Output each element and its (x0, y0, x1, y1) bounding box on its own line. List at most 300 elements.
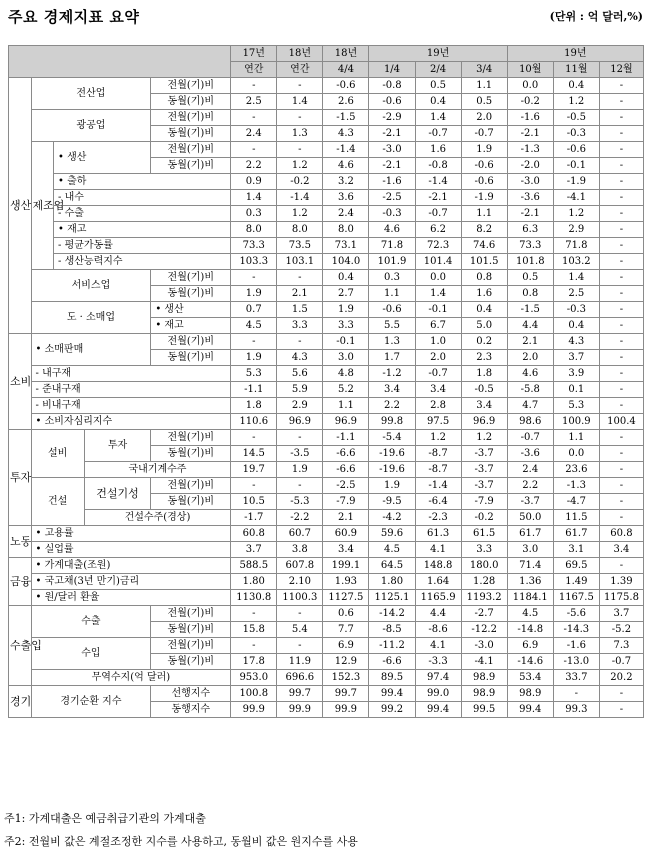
sub-label: 전월(기)비 (151, 430, 231, 446)
value-cell: 2.9 (277, 398, 323, 414)
value-cell: 99.4 (369, 686, 415, 702)
value-cell: 3.6 (323, 190, 369, 206)
value-cell: - (599, 702, 643, 718)
value-cell: 3.1 (553, 542, 599, 558)
value-cell: - (599, 110, 643, 126)
group-finance: 금융 (9, 558, 32, 606)
sub-label: 전월(기)비 (151, 334, 231, 350)
value-cell: -0.3 (553, 126, 599, 142)
value-cell: -1.2 (369, 366, 415, 382)
value-cell: 3.4 (599, 542, 643, 558)
row-label: 수입 (31, 638, 151, 670)
value-cell: 61.7 (553, 526, 599, 542)
row-label: 건설 (31, 478, 84, 526)
value-cell: 4.5 (369, 542, 415, 558)
value-cell: 2.4 (323, 206, 369, 222)
table-row (9, 542, 644, 558)
value-cell: 100.4 (599, 414, 643, 430)
value-cell: 3.9 (553, 366, 599, 382)
value-cell: 1175.8 (599, 590, 643, 606)
value-cell: 1.80 (369, 574, 415, 590)
value-cell: 3.0 (507, 542, 553, 558)
value-cell: -3.7 (461, 446, 507, 462)
value-cell: -1.6 (553, 638, 599, 654)
value-cell: 0.3 (369, 270, 415, 286)
table-row (9, 462, 644, 478)
value-cell: -1.6 (507, 110, 553, 126)
value-cell: -8.5 (369, 622, 415, 638)
value-cell: -4.1 (553, 190, 599, 206)
value-cell: -0.3 (369, 206, 415, 222)
value-cell: -8.6 (415, 622, 461, 638)
value-cell: -2.1 (369, 158, 415, 174)
value-cell: 0.5 (461, 94, 507, 110)
note-1: 주1: 가계대출은 예금취급기관의 가계대출 (4, 812, 206, 825)
value-cell: 1100.3 (277, 590, 323, 606)
value-cell: 2.0 (461, 110, 507, 126)
value-cell: - (277, 334, 323, 350)
row-label: 전산업 (31, 78, 151, 110)
header-period: 10월 (507, 62, 553, 78)
value-cell: - (231, 110, 277, 126)
value-cell: -0.1 (553, 158, 599, 174)
value-cell: 4.6 (507, 366, 553, 382)
value-cell: 1.4 (415, 286, 461, 302)
value-cell: 4.6 (323, 158, 369, 174)
value-cell: -0.7 (415, 366, 461, 382)
value-cell: 101.5 (461, 254, 507, 270)
value-cell: - (599, 254, 643, 270)
value-cell: -2.5 (323, 478, 369, 494)
header-period: 연간 (231, 62, 277, 78)
value-cell: 104.0 (323, 254, 369, 270)
value-cell: 0.5 (415, 78, 461, 94)
table-row (9, 590, 644, 606)
value-cell: -4.1 (461, 654, 507, 670)
value-cell: 0.0 (553, 446, 599, 462)
value-cell: 5.5 (369, 318, 415, 334)
value-cell: -0.5 (553, 110, 599, 126)
value-cell: 99.5 (461, 702, 507, 718)
value-cell: 4.4 (507, 318, 553, 334)
value-cell: - (277, 638, 323, 654)
value-cell: 1.4 (277, 94, 323, 110)
value-cell: 3.7 (599, 606, 643, 622)
row-label: 설비 (31, 430, 84, 478)
value-cell: - (599, 270, 643, 286)
value-cell: 100.9 (553, 414, 599, 430)
row-label: • 가계대출(조원) (31, 558, 231, 574)
value-cell: 1.80 (231, 574, 277, 590)
value-cell: 64.5 (369, 558, 415, 574)
value-cell: 99.4 (415, 702, 461, 718)
value-cell: - (231, 606, 277, 622)
header-year: 18년 (277, 46, 323, 62)
value-cell: 4.5 (231, 318, 277, 334)
table-row (9, 142, 644, 158)
row-label: • 재고 (54, 222, 231, 238)
value-cell: 1130.8 (231, 590, 277, 606)
value-cell: 60.8 (231, 526, 277, 542)
value-cell: 1.1 (369, 286, 415, 302)
value-cell: 4.6 (369, 222, 415, 238)
value-cell: 15.8 (231, 622, 277, 638)
value-cell: 1125.1 (369, 590, 415, 606)
value-cell: - (599, 350, 643, 366)
value-cell: -0.6 (369, 94, 415, 110)
value-cell: -1.4 (323, 142, 369, 158)
header-period: 12월 (599, 62, 643, 78)
value-cell: - (599, 318, 643, 334)
value-cell: 2.0 (507, 350, 553, 366)
header-period: 2/4 (415, 62, 461, 78)
table-row (9, 526, 644, 542)
value-cell: - (277, 78, 323, 94)
value-cell: -5.8 (507, 382, 553, 398)
value-cell: 1.93 (323, 574, 369, 590)
header-period: 11월 (553, 62, 599, 78)
value-cell: -7.9 (323, 494, 369, 510)
indicator-table (8, 45, 644, 718)
group-trade: 수출입 (9, 606, 32, 686)
value-cell: 1.4 (553, 270, 599, 286)
value-cell: 97.4 (415, 670, 461, 686)
sub-label: 전월(기)비 (151, 638, 231, 654)
value-cell: 60.9 (323, 526, 369, 542)
value-cell: 2.4 (507, 462, 553, 478)
value-cell: 3.4 (415, 382, 461, 398)
header-period: 연간 (277, 62, 323, 78)
value-cell: 2.1 (277, 286, 323, 302)
sub-label: 동월(기)비 (151, 350, 231, 366)
value-cell: -2.1 (415, 190, 461, 206)
table-row (9, 686, 644, 702)
value-cell: -1.7 (231, 510, 277, 526)
value-cell: - (277, 430, 323, 446)
value-cell: -0.7 (461, 126, 507, 142)
value-cell: 5.0 (461, 318, 507, 334)
value-cell: - (599, 158, 643, 174)
value-cell: 1.39 (599, 574, 643, 590)
value-cell: -1.4 (415, 174, 461, 190)
table-row (9, 270, 644, 286)
group-manufacturing: 제조업 (31, 142, 54, 270)
value-cell: - (599, 382, 643, 398)
unit-label: (단위 : 억 달러,%) (549, 10, 643, 23)
value-cell: -1.9 (553, 174, 599, 190)
value-cell: 5.9 (277, 382, 323, 398)
value-cell: -0.7 (507, 430, 553, 446)
value-cell: -1.3 (507, 142, 553, 158)
value-cell: -0.1 (415, 302, 461, 318)
table-row (9, 190, 644, 206)
value-cell: -3.5 (277, 446, 323, 462)
value-cell: 1.64 (415, 574, 461, 590)
value-cell: - (231, 142, 277, 158)
value-cell: -6.4 (415, 494, 461, 510)
row-label: • 고용률 (31, 526, 231, 542)
value-cell: 0.6 (323, 606, 369, 622)
value-cell: 696.6 (277, 670, 323, 686)
value-cell: 2.3 (461, 350, 507, 366)
value-cell: 1127.5 (323, 590, 369, 606)
value-cell: 2.2 (369, 398, 415, 414)
value-cell: -11.2 (369, 638, 415, 654)
value-cell: - (599, 206, 643, 222)
value-cell: 14.5 (231, 446, 277, 462)
value-cell: -3.0 (369, 142, 415, 158)
sub-label: 전월(기)비 (151, 270, 231, 286)
header-period: 4/4 (323, 62, 369, 78)
value-cell: 2.9 (553, 222, 599, 238)
value-cell: -0.8 (415, 158, 461, 174)
value-cell: -0.2 (507, 94, 553, 110)
table-row (9, 414, 644, 430)
value-cell: 101.8 (507, 254, 553, 270)
value-cell: 2.0 (415, 350, 461, 366)
value-cell: - (599, 430, 643, 446)
value-cell: -1.3 (553, 478, 599, 494)
sub-label: 전월(기)비 (151, 478, 231, 494)
table-row (9, 638, 644, 654)
row-label: 건설기성 (84, 478, 151, 510)
value-cell: -0.6 (461, 158, 507, 174)
table-row (9, 78, 644, 94)
row-label: 투자 (84, 430, 151, 462)
group-production: 생산 (9, 78, 32, 334)
value-cell: 74.6 (461, 238, 507, 254)
value-cell: - (599, 222, 643, 238)
value-cell: 61.5 (461, 526, 507, 542)
row-label: - 평균가동률 (54, 238, 231, 254)
row-label: - 준내구재 (31, 382, 231, 398)
value-cell: -6.6 (323, 446, 369, 462)
value-cell: 1.3 (277, 126, 323, 142)
value-cell: - (277, 142, 323, 158)
value-cell: 99.0 (415, 686, 461, 702)
value-cell: 99.7 (323, 686, 369, 702)
value-cell: 4.3 (323, 126, 369, 142)
value-cell: -14.3 (553, 622, 599, 638)
value-cell: - (599, 558, 643, 574)
value-cell: 8.0 (323, 222, 369, 238)
value-cell: 148.8 (415, 558, 461, 574)
value-cell: 8.0 (277, 222, 323, 238)
group-consumption: 소비 (9, 334, 32, 430)
value-cell: -6.6 (369, 654, 415, 670)
table-row (9, 254, 644, 270)
value-cell: 100.8 (231, 686, 277, 702)
table-row (9, 398, 644, 414)
value-cell: - (599, 238, 643, 254)
sub-label: 동월(기)비 (151, 446, 231, 462)
value-cell: 180.0 (461, 558, 507, 574)
value-cell: - (599, 366, 643, 382)
value-cell: 2.1 (507, 334, 553, 350)
row-label: - 내수 (54, 190, 231, 206)
value-cell: 4.8 (323, 366, 369, 382)
row-label: 광공업 (31, 110, 151, 142)
value-cell: 72.3 (415, 238, 461, 254)
sub-label: 동월(기)비 (151, 286, 231, 302)
value-cell: 1.2 (415, 430, 461, 446)
table-row (9, 558, 644, 574)
value-cell: 4.1 (415, 542, 461, 558)
value-cell: 71.4 (507, 558, 553, 574)
sub-label: 동월(기)비 (151, 622, 231, 638)
row-label: 도 · 소매업 (31, 302, 151, 334)
table-row (9, 382, 644, 398)
value-cell: 2.2 (507, 478, 553, 494)
row-label: - 생산능력지수 (54, 254, 231, 270)
value-cell: 1.4 (231, 190, 277, 206)
value-cell: 61.3 (415, 526, 461, 542)
value-cell: 33.7 (553, 670, 599, 686)
value-cell: 97.5 (415, 414, 461, 430)
value-cell: - (231, 78, 277, 94)
value-cell: 99.9 (231, 702, 277, 718)
header-year: 19년 (507, 46, 643, 62)
sub-label: 선행지수 (151, 686, 231, 702)
value-cell: 4.5 (507, 606, 553, 622)
value-cell: 0.4 (461, 302, 507, 318)
value-cell: -0.6 (553, 142, 599, 158)
value-cell: -1.9 (461, 190, 507, 206)
value-cell: - (599, 286, 643, 302)
value-cell: 101.9 (369, 254, 415, 270)
value-cell: -2.3 (415, 510, 461, 526)
value-cell: -2.5 (369, 190, 415, 206)
value-cell: -1.6 (369, 174, 415, 190)
value-cell: -2.0 (507, 158, 553, 174)
row-label: 건설수주(경상) (84, 510, 230, 526)
header-period: 1/4 (369, 62, 415, 78)
value-cell: -0.7 (599, 654, 643, 670)
value-cell: 0.4 (415, 94, 461, 110)
value-cell: 1.4 (415, 110, 461, 126)
value-cell: 17.8 (231, 654, 277, 670)
value-cell: 3.3 (461, 542, 507, 558)
value-cell: 5.4 (277, 622, 323, 638)
value-cell: 99.3 (553, 702, 599, 718)
value-cell: - (599, 686, 643, 702)
value-cell: - (599, 446, 643, 462)
value-cell: 2.6 (323, 94, 369, 110)
value-cell: -8.7 (415, 462, 461, 478)
header-year: 18년 (323, 46, 369, 62)
value-cell: 0.0 (507, 78, 553, 94)
table-row (9, 574, 644, 590)
value-cell: 103.1 (277, 254, 323, 270)
value-cell: 1.0 (415, 334, 461, 350)
value-cell: 0.4 (553, 318, 599, 334)
header-year: 19년 (369, 46, 507, 62)
value-cell: 2.7 (323, 286, 369, 302)
row-label: - 내구재 (31, 366, 231, 382)
value-cell: 5.3 (231, 366, 277, 382)
value-cell: 2.2 (231, 158, 277, 174)
value-cell: -19.6 (369, 462, 415, 478)
value-cell: - (599, 174, 643, 190)
value-cell: -3.7 (461, 478, 507, 494)
value-cell: 6.3 (507, 222, 553, 238)
value-cell: 1165.9 (415, 590, 461, 606)
value-cell: 60.7 (277, 526, 323, 542)
value-cell: 1167.5 (553, 590, 599, 606)
value-cell: -0.3 (553, 302, 599, 318)
value-cell: -3.3 (415, 654, 461, 670)
table-row (9, 606, 644, 622)
note-2: 주2: 전월비 값은 계절조정한 지수를 사용하고, 동월비 값은 원지수를 사용 (4, 835, 358, 848)
value-cell: 7.3 (599, 638, 643, 654)
value-cell: - (599, 478, 643, 494)
sub-label: 동월(기)비 (151, 126, 231, 142)
value-cell: 99.8 (369, 414, 415, 430)
value-cell: - (553, 686, 599, 702)
value-cell: -3.7 (461, 462, 507, 478)
value-cell: 99.9 (277, 702, 323, 718)
row-label: • 소매판매 (31, 334, 151, 366)
value-cell: -1.1 (231, 382, 277, 398)
value-cell: 99.2 (369, 702, 415, 718)
value-cell: -4.7 (553, 494, 599, 510)
value-cell: 0.4 (553, 78, 599, 94)
value-cell: - (231, 270, 277, 286)
value-cell: 1.9 (461, 142, 507, 158)
value-cell: -14.6 (507, 654, 553, 670)
value-cell: 4.3 (277, 350, 323, 366)
value-cell: 1.5 (277, 302, 323, 318)
value-cell: - (277, 606, 323, 622)
value-cell: 1.2 (277, 206, 323, 222)
value-cell: 0.2 (461, 334, 507, 350)
value-cell: 1.2 (553, 94, 599, 110)
value-cell: 1.36 (507, 574, 553, 590)
sub-label: 동월(기)비 (151, 158, 231, 174)
value-cell: -2.9 (369, 110, 415, 126)
value-cell: -0.6 (461, 174, 507, 190)
value-cell: 2.8 (415, 398, 461, 414)
value-cell: 1.2 (553, 206, 599, 222)
value-cell: 89.5 (369, 670, 415, 686)
value-cell: 1.7 (369, 350, 415, 366)
value-cell: -0.7 (415, 206, 461, 222)
value-cell: 0.1 (553, 382, 599, 398)
value-cell: 103.3 (231, 254, 277, 270)
value-cell: 96.9 (277, 414, 323, 430)
value-cell: 4.1 (415, 638, 461, 654)
value-cell: 1.1 (553, 430, 599, 446)
value-cell: 50.0 (507, 510, 553, 526)
value-cell: 101.4 (415, 254, 461, 270)
value-cell: 152.3 (323, 670, 369, 686)
value-cell: -5.4 (369, 430, 415, 446)
value-cell: 73.3 (231, 238, 277, 254)
sub-label: 전월(기)비 (151, 142, 231, 158)
value-cell: -1.5 (507, 302, 553, 318)
group-labor: 노동 (9, 526, 32, 558)
value-cell: -2.2 (277, 510, 323, 526)
value-cell: -2.1 (507, 126, 553, 142)
value-cell: 8.2 (461, 222, 507, 238)
table-row (9, 206, 644, 222)
value-cell: 6.2 (415, 222, 461, 238)
header-year: 17년 (231, 46, 277, 62)
value-cell: 0.8 (461, 270, 507, 286)
value-cell: 11.5 (553, 510, 599, 526)
value-cell: -7.9 (461, 494, 507, 510)
sub-label: • 생산 (151, 302, 231, 318)
